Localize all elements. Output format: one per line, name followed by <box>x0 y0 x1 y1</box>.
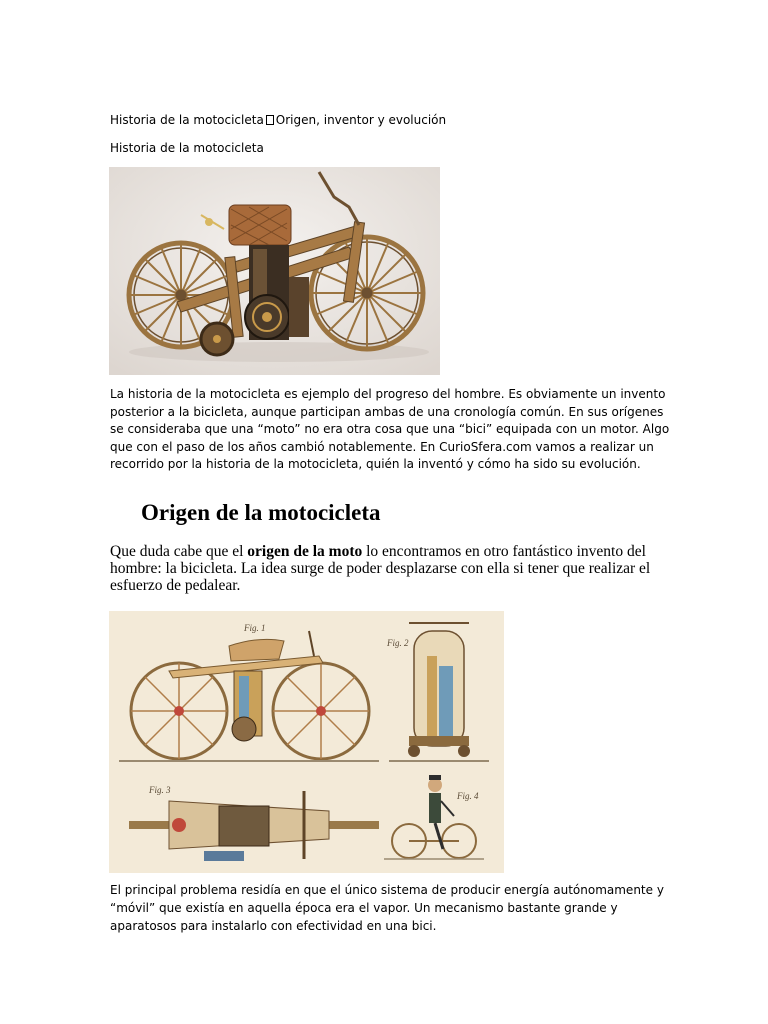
document-title <box>110 113 446 127</box>
closing-paragraph: El principal problema residía en que el único sistema de producir energía autónomamente y “móvil” que existía en aquella época era el vapor. Un mecanismo bastante grande y aparatosos para instalarlo con efectividad en una bici. <box>110 883 664 933</box>
intro-paragraph: La historia de la motocicleta es ejemplo del progreso del hombre. Es obviamente un invento posterior a la bicicleta, aunque participan ambas de una cronología común. En sus orígenes se consideraba que una “moto” no era otra cosa que una “bici” equipada con un motor. Algo que con el paso de los años cambió notablemente. En CurioSfera.com vamos a realizar un recorrido por la historia de la motocicleta, quién la inventó y cómo ha sido su evolución. <box>110 387 670 471</box>
section-paragraph-end: lo encontramos en otro fantástico invento del hombre: la bicicleta. La idea surge de poder desplazarse con ella si tener que realizar el esfuerzo de pedalear. <box>110 543 651 594</box>
title-part-1: Historia de la motocicleta <box>110 113 264 127</box>
fig-1-label: Fig. 1 <box>244 623 266 633</box>
section-paragraph-bold: origen de la moto <box>247 543 363 560</box>
section-paragraph-start: Que duda cabe que el <box>110 543 248 560</box>
patent-drawing <box>109 611 504 873</box>
document-subtitle: Historia de la motocicleta <box>110 141 264 155</box>
missing-glyph-icon <box>266 115 274 125</box>
reitwagen-photo <box>109 167 440 375</box>
fig-2-label: Fig. 2 <box>387 638 409 648</box>
fig-4-label: Fig. 4 <box>457 791 479 801</box>
section-paragraph <box>110 543 655 594</box>
fig-3-label: Fig. 3 <box>149 785 171 795</box>
title-part-2: Origen, inventor y evolución <box>275 113 447 127</box>
section-heading: Origen de la motocicleta <box>141 500 381 525</box>
